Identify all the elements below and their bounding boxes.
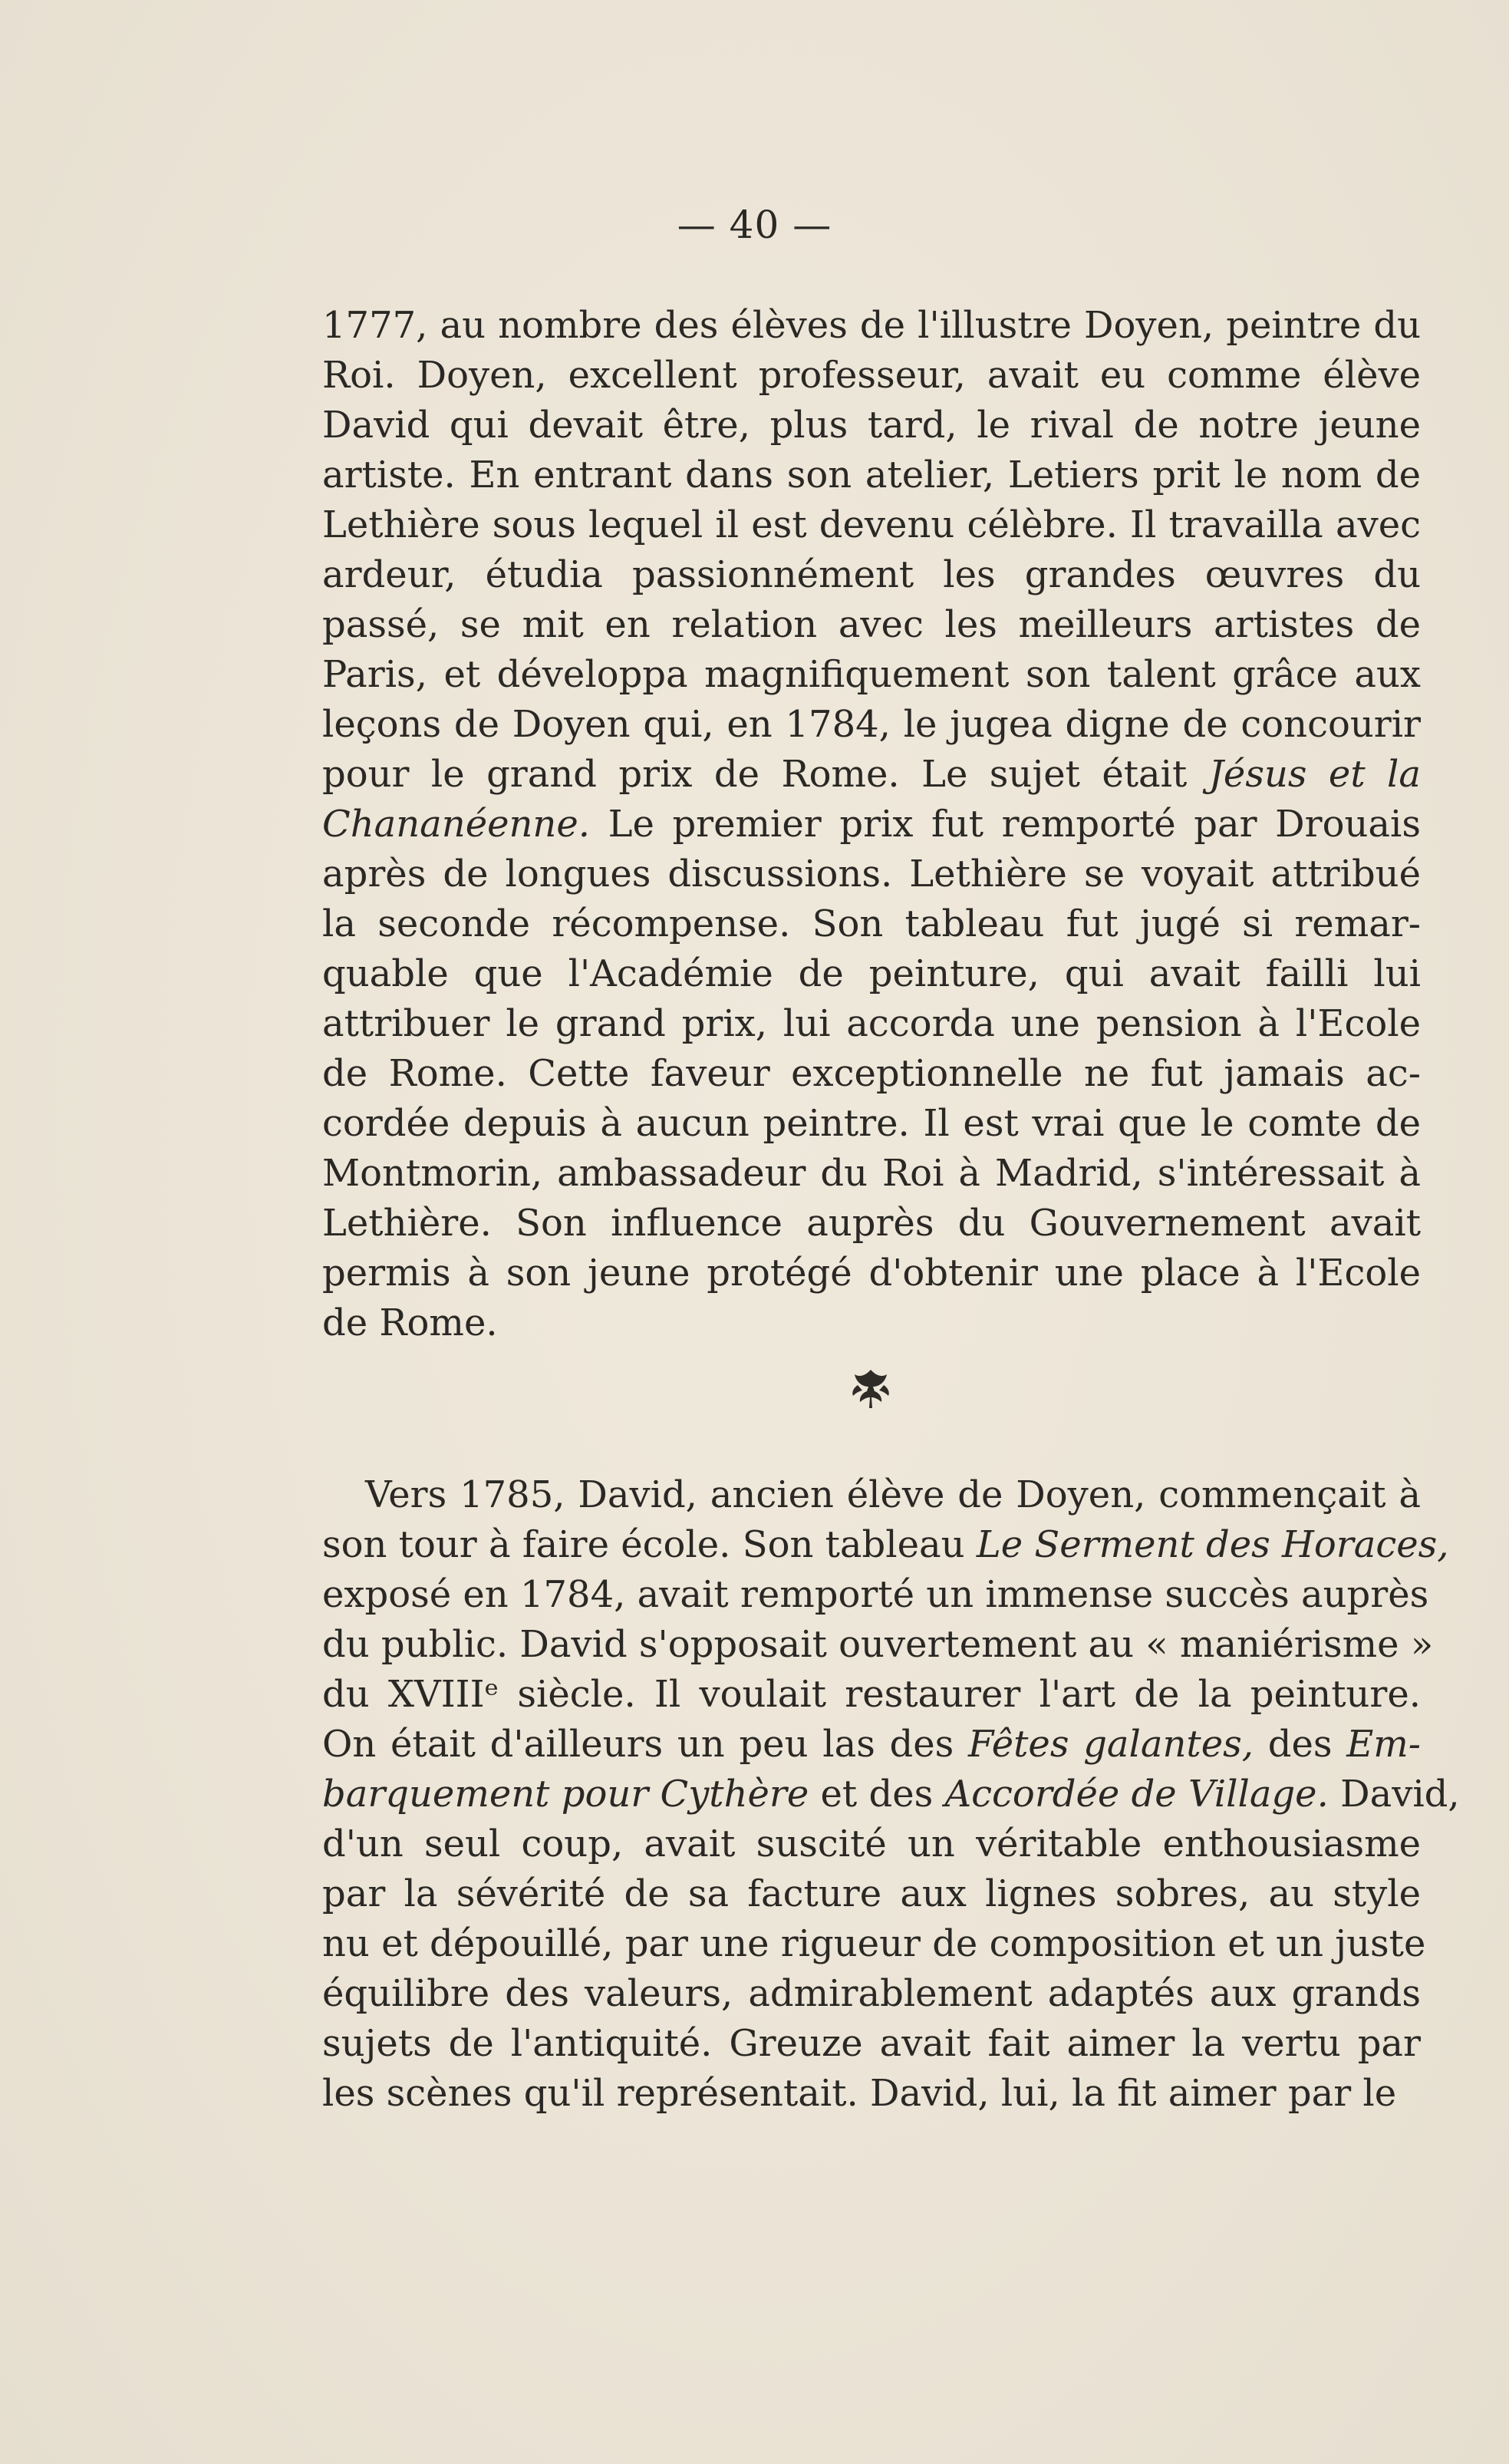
fleur-ornament-icon bbox=[836, 1354, 905, 1423]
italic-text: Fêtes galantes, bbox=[968, 1723, 1254, 1766]
text-line bbox=[322, 1969, 1421, 2019]
paragraph-2 bbox=[322, 1470, 1460, 2119]
text-run: son tour à faire école. Son tableau bbox=[322, 1523, 977, 1566]
italic-text: Jésus et la bbox=[1208, 753, 1422, 796]
text-run: des bbox=[1254, 1723, 1347, 1766]
text-line bbox=[322, 949, 1421, 999]
text-run: du public. David s'opposait ouvertement au « maniérisme » bbox=[322, 1623, 1434, 1666]
text-line bbox=[322, 401, 1421, 450]
text-run: du XVIIIᵉ siècle. Il voulait restaurer l'art de la peinture. bbox=[322, 1673, 1421, 1716]
text-run: la seconde récompense. Son tableau fut jugé si remar- bbox=[322, 902, 1421, 945]
italic-text: barquement pour Cythère bbox=[322, 1773, 809, 1816]
text-line bbox=[322, 1248, 1421, 1298]
text-run: de Rome. bbox=[322, 1301, 498, 1344]
text-run: Vers 1785, David, ancien élève de Doyen, commençait à bbox=[365, 1473, 1421, 1516]
text-line bbox=[322, 450, 1421, 500]
text-run: par la sévérité de sa facture aux lignes sobres, au style bbox=[322, 1872, 1421, 1915]
italic-text: Em- bbox=[1346, 1723, 1421, 1766]
italic-text: Accordée de Village. bbox=[944, 1773, 1329, 1816]
text-line bbox=[322, 1099, 1421, 1149]
text-line bbox=[322, 2019, 1421, 2069]
text-run: Roi. Doyen, excellent professeur, avait eu comme élève bbox=[322, 354, 1421, 397]
text-run: Paris, et développa magnifiquement son talent grâce aux bbox=[322, 653, 1421, 696]
text-line bbox=[322, 1570, 1429, 1620]
text-line bbox=[322, 1670, 1421, 1720]
text-run: ardeur, étudia passionnément les grandes œuvres du bbox=[322, 553, 1421, 596]
italic-text: Chananéenne. bbox=[322, 803, 591, 846]
text-line bbox=[322, 1470, 1421, 1520]
text-run: d'un seul coup, avait suscité un véritable enthousiasme bbox=[322, 1822, 1421, 1865]
text-run: passé, se mit en relation avec les meilleurs artistes de bbox=[322, 603, 1421, 646]
text-line bbox=[322, 550, 1421, 600]
text-run: David qui devait être, plus tard, le rival de notre jeune bbox=[322, 404, 1421, 447]
text-line bbox=[322, 1520, 1449, 1570]
text-run: Lethière. Son influence auprès du Gouvernement avait bbox=[322, 1202, 1421, 1245]
text-run: David, bbox=[1328, 1773, 1460, 1816]
text-run: leçons de Doyen qui, en 1784, le jugea digne de concourir bbox=[322, 703, 1421, 746]
italic-text: Le Serment des Horaces, bbox=[976, 1523, 1449, 1566]
text-line bbox=[322, 700, 1421, 750]
text-line bbox=[322, 1869, 1421, 1919]
text-run: pour le grand prix de Rome. Le sujet était bbox=[322, 753, 1209, 796]
text-run: nu et dépouillé, par une rigueur de composition et un juste bbox=[322, 1922, 1426, 1965]
text-run: artiste. En entrant dans son atelier, Letiers prit le nom de bbox=[322, 454, 1421, 496]
text-run: Le premier prix fut remporté par Drouais bbox=[590, 803, 1421, 846]
text-run: permis à son jeune protégé d'obtenir une place à l'Ecole bbox=[322, 1252, 1421, 1295]
text-run: Lethière sous lequel il est devenu célèbre. Il travailla avec bbox=[322, 503, 1421, 546]
text-run: quable que l'Académie de peinture, qui avait failli lui bbox=[322, 952, 1421, 995]
text-line bbox=[322, 1919, 1426, 1969]
text-run: et des bbox=[809, 1773, 945, 1816]
text-run: équilibre des valeurs, admirablement adaptés aux grands bbox=[322, 1972, 1421, 2015]
text-line bbox=[322, 1149, 1421, 1199]
text-run: 1777, au nombre des élèves de l'illustre Doyen, peintre du bbox=[322, 304, 1421, 347]
text-line bbox=[322, 849, 1421, 899]
text-line bbox=[322, 750, 1421, 800]
text-run: On était d'ailleurs un peu las des bbox=[322, 1723, 969, 1766]
text-run: exposé en 1784, avait remporté un immense succès auprès bbox=[322, 1573, 1429, 1616]
text-run: attribuer le grand prix, lui accorda une pension à l'Ecole bbox=[322, 1002, 1421, 1045]
text-run: les scènes qu'il représentait. David, lui, la fit aimer par le bbox=[322, 2072, 1397, 2115]
text-line bbox=[322, 650, 1421, 700]
text-line bbox=[322, 999, 1421, 1049]
text-line bbox=[322, 1199, 1421, 1248]
text-line bbox=[322, 301, 1421, 351]
text-line bbox=[322, 1819, 1421, 1869]
text-line bbox=[322, 500, 1421, 550]
text-line bbox=[322, 800, 1421, 849]
text-line bbox=[322, 1620, 1434, 1670]
text-line bbox=[322, 899, 1421, 949]
text-line bbox=[322, 600, 1421, 650]
page-number: — 40 — bbox=[677, 203, 832, 247]
text-run: sujets de l'antiquité. Greuze avait fait aimer la vertu par bbox=[322, 2022, 1421, 2065]
text-run: de Rome. Cette faveur exceptionnelle ne fut jamais ac- bbox=[322, 1052, 1421, 1095]
text-line bbox=[322, 1049, 1421, 1099]
text-line bbox=[322, 2069, 1421, 2119]
text-line bbox=[322, 351, 1421, 401]
paragraph-1 bbox=[322, 301, 1421, 1348]
text-run: cordée depuis à aucun peintre. Il est vrai que le comte de bbox=[322, 1102, 1421, 1145]
text-run: après de longues discussions. Lethière se voyait attribué bbox=[322, 853, 1421, 896]
text-run: Montmorin, ambassadeur du Roi à Madrid, s'intéressait à bbox=[322, 1152, 1421, 1195]
text-line bbox=[322, 1770, 1460, 1819]
text-line bbox=[322, 1720, 1421, 1770]
text-line bbox=[322, 1298, 1421, 1348]
